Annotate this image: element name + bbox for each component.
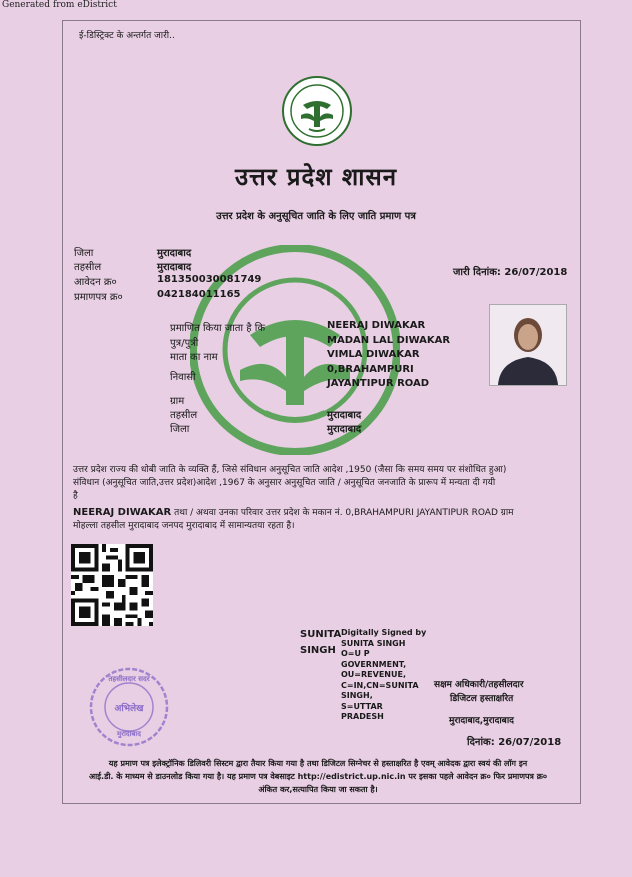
value-applicant-name: NEERAJ DIWAKAR: [327, 320, 426, 331]
label-mother-name: माता का नाम: [170, 352, 218, 363]
footer-line3: अंकित कर,सत्यापित किया जा सकता है।: [258, 785, 378, 794]
field-label-certificate-no: प्रमाणपत्र क्र०: [74, 292, 123, 303]
residence-statement-rest: तथा / अथवा उनका परिवार उत्तर प्रदेश के मकान नं. 0,BRAHAMPURI JAYANTIPUR ROAD ग्राम: [171, 508, 514, 518]
verification-footer: [70, 757, 566, 796]
value-district: मुरादाबाद: [327, 424, 362, 435]
label-son-daughter-of: पुत्र/पुत्री: [170, 338, 199, 349]
applicant-photo: [489, 304, 567, 386]
person-photo-icon: [490, 305, 566, 385]
seal-text-mid: अभिलेख: [114, 704, 144, 714]
caste-statement-line1: उत्तर प्रदेश राज्य की धोबी जाति के व्यक्ति हैं, जिसे संविधान अनुसूचित जाति आदेश ,1950 (जैसा कि समय समय पर संशोधित हुआ): [73, 465, 507, 475]
official-seal: [88, 666, 170, 748]
dsig-line: OU=REVENUE,: [341, 670, 406, 679]
dsig-line: SUNITA SINGH: [341, 638, 406, 648]
field-label-application-no: आवेदन क्र०: [74, 277, 117, 288]
header-note: ई-डिस्ट्रिक्ट के अन्तर्गत जारी..: [79, 31, 175, 41]
footer-line2: आई.डी. के माध्यम से डाउनलोड किया गया है। यह प्रमाण पत्र वेबसाइट http://edistrict.up.nic.in पर इसका पहले आवेदन क्र० फिर प्रमाणपत्र क्र०: [88, 772, 548, 781]
signer-name-line2: SINGH: [300, 645, 336, 656]
value-address-line1: 0,BRAHAMPURI: [327, 364, 414, 375]
signer-name-line1: SUNITA: [300, 629, 342, 640]
digital-signature-details: [341, 628, 426, 723]
label-tehsil: तहसील: [170, 410, 198, 421]
value-mother-name: VIMLA DIWAKAR: [327, 349, 420, 360]
page-title: उत्तर प्रदेश शासन: [234, 162, 398, 191]
label-resident: निवासी: [170, 372, 196, 383]
field-value-certificate-no: 042184011165: [157, 289, 241, 300]
value-tehsil: मुरादाबाद: [327, 410, 362, 421]
label-village: ग्राम: [170, 396, 185, 407]
caste-statement: [73, 464, 573, 503]
dsig-line: C=IN,CN=SUNITA: [341, 680, 419, 690]
field-label-tehsil: तहसील: [74, 262, 102, 273]
field-value-district: मुरादाबाद: [157, 248, 192, 259]
residence-statement: [73, 506, 573, 533]
signer-name: [300, 627, 341, 659]
dsig-line: SINGH,: [341, 691, 373, 700]
authority-title: सक्षम अधिकारी/तहसीलदार: [434, 680, 524, 690]
value-father-name: MADAN LAL DIWAKAR: [327, 335, 451, 346]
footer-line1: यह प्रमाण पत्र इलेक्ट्रॉनिक डिलिवरी सिस्टम द्वारा तैयार किया गया है तथा डिजिटल सिग्नेचर से हस्ताक्षरित है एवम् आवेदक द्वारा स्वयं की लॉग इन: [108, 759, 528, 768]
seal-text-top: तहसीलदार सदर: [108, 675, 150, 683]
dsig-line: S=UTTAR: [341, 701, 383, 711]
dsig-line: GOVERNMENT,: [341, 659, 407, 669]
label-certified-that: प्रमाणित किया जाता है कि: [170, 323, 266, 334]
dsig-line: PRADESH: [341, 712, 384, 721]
residence-statement-line2: मोहल्ला तहसील मुरादाबाद जनपद मुरादाबाद में सामान्यतया रहता है।: [73, 521, 295, 531]
caste-statement-line2: संविधान (अनुसूचित जाति,उत्तर प्रदेश)आदेश ,1967 के अनुसार अनुसूचित जाति / अनुसूचित जनजाति के प्रारूप में मन्यता दी गयी: [73, 478, 496, 488]
up-emblem-icon: [281, 75, 353, 147]
residence-statement-name: NEERAJ DIWAKAR: [73, 507, 172, 518]
issue-date: जारी दिनांक: 26/07/2018: [453, 267, 568, 278]
seal-text-bottom: मुरादाबाद: [117, 730, 141, 738]
sign-date: दिनांक: 26/07/2018: [467, 737, 562, 748]
authority-digital-sign: डिजिटल हस्ताक्षरित: [450, 694, 514, 704]
dsig-line: Digitally Signed by: [341, 628, 427, 637]
field-label-district: जिला: [74, 248, 94, 259]
field-value-tehsil: मुरादाबाद: [157, 262, 192, 273]
qr-code-icon: [71, 544, 153, 626]
label-district: जिला: [170, 424, 190, 435]
generated-label: Generated from eDistrict: [2, 0, 117, 10]
dsig-line: O=U P: [341, 649, 370, 658]
caste-statement-line3: है: [73, 491, 78, 501]
value-address-line2: JAYANTIPUR ROAD: [327, 378, 430, 389]
authority-place: मुरादाबाद,मुरादाबाद: [449, 716, 514, 726]
certificate-subtitle: उत्तर प्रदेश के अनुसूचित जाति के लिए जाति प्रमाण पत्र: [216, 211, 416, 222]
field-value-application-no: 181350030081749: [157, 274, 262, 285]
residence-statement-line1: [73, 506, 573, 520]
